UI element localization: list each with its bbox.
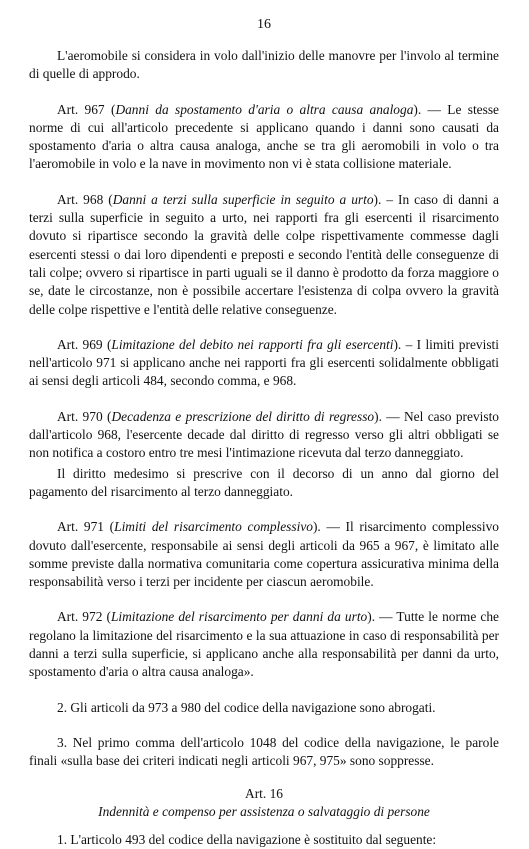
article-title: Limiti del risarcimento complessivo — [114, 519, 313, 535]
paragraph-art-967: Art. 967 (Danni da spostamento d'aria o altra causa analoga). — Le stesse norme di cui all'articolo precedente si applicano quando i danni sono causati da spostamento d'aria o altra causa analoga, anche se tra gli aeromobili in volo o tra l'aeromobile in volo e la nave in movimento non vi è stata collisione materiale. — [29, 101, 499, 172]
article-heading: Art. 16 — [245, 785, 283, 801]
paragraph-volo-definition: L'aeromobile si considera in volo dall'inizio delle manovre per l'involo al termine di quelle di approdo. — [29, 48, 499, 82]
paragraph-comma-2: 2. Gli articoli da 973 a 980 del codice della navigazione sono abrogati. — [57, 699, 436, 715]
page-number: 16 — [257, 17, 271, 32]
article-title: Limitazione del debito nei rapporti fra gli esercenti — [111, 336, 394, 352]
paragraph-comma-3: 3. Nel primo comma dell'articolo 1048 del codice della navigazione, le parole finali «sulla base dei criteri indicati negli articoli 967, 975» sono soppresse. — [29, 734, 499, 769]
paragraph-art-971: Art. 971 (Limiti del risarcimento complessivo). — Il risarcimento complessivo dovuto dall'esercente, responsabile ai sensi degli articoli da 965 a 967, è limitato alle somme previste dalla normativa comunitaria come copertura assicurativa minima della responsabilità verso i terzi per incidente per ciascun aeromobile. — [29, 519, 499, 590]
paragraph-art-969: Art. 969 (Limitazione del debito nei rapporti fra gli esercenti). – I limiti previsti nell'articolo 971 si applicano anche nei rapporti fra gli esercenti solidalmente obbligati ai sensi degli articoli 484, secondo comma, e 968. — [29, 336, 499, 389]
article-title: Danni a terzi sulla superficie in seguito a urto — [112, 191, 374, 207]
article-title: Decadenza e prescrizione del diritto di regresso — [111, 408, 375, 424]
paragraph-art-972: Art. 972 (Limitazione del risarcimento per danni da urto). — Tutte le norme che regolano la limitazione del risarcimento e la sua attuazione in caso di responsabilità per danni a terzi sulla superficie, si applicano anche alla responsabilità per danni da urto, spostamento d'aria o altra causa analoga». — [29, 609, 499, 680]
paragraph-comma-1-art-16: 1. L'articolo 493 del codice della navigazione è sostituito dal seguente: — [57, 831, 437, 847]
article-title: Danni da spostamento d'aria o altra causa analoga — [115, 101, 414, 117]
paragraph-art-970: Art. 970 (Decadenza e prescrizione del diritto di regresso). — Nel caso previsto dall'articolo 968, l'esercente decade dal diritto di regresso verso gli altri obbligati se non notifica a costoro entro tre mesi l'intimazione ricevuta dal terzo danneggiato. — [29, 408, 499, 461]
article-title: Limitazione del risarcimento per danni da urto — [110, 609, 368, 625]
paragraph-art-970-prescription: Il diritto medesimo si prescrive con il decorso di un anno dal giorno del pagamento del risarcimento al terzo danneggiato. — [29, 465, 499, 499]
article-subtitle: Indennità e compenso per assistenza o salvataggio di persone — [98, 803, 430, 819]
paragraph-art-968: Art. 968 (Danni a terzi sulla superficie in seguito a urto). – In caso di danni a terzi sulla superficie in seguito a urto, nei rapporti fra gli esercenti il risarcimento dovuto si ripartisce secondo la gravità delle colpe rispettivamente commesse dagli esercenti stessi o dai loro dipendenti e preposti e secondo l'entità delle conseguenze di tali colpe; ovvero si ripartisce in parti uguali se il danno è prodotto da forza maggiore o se, date le circostanze, non è possibile accertare l'esistenza di colpa ovvero la gravità delle colpe rispettive e l'entità delle relative conseguenze. — [29, 191, 499, 317]
